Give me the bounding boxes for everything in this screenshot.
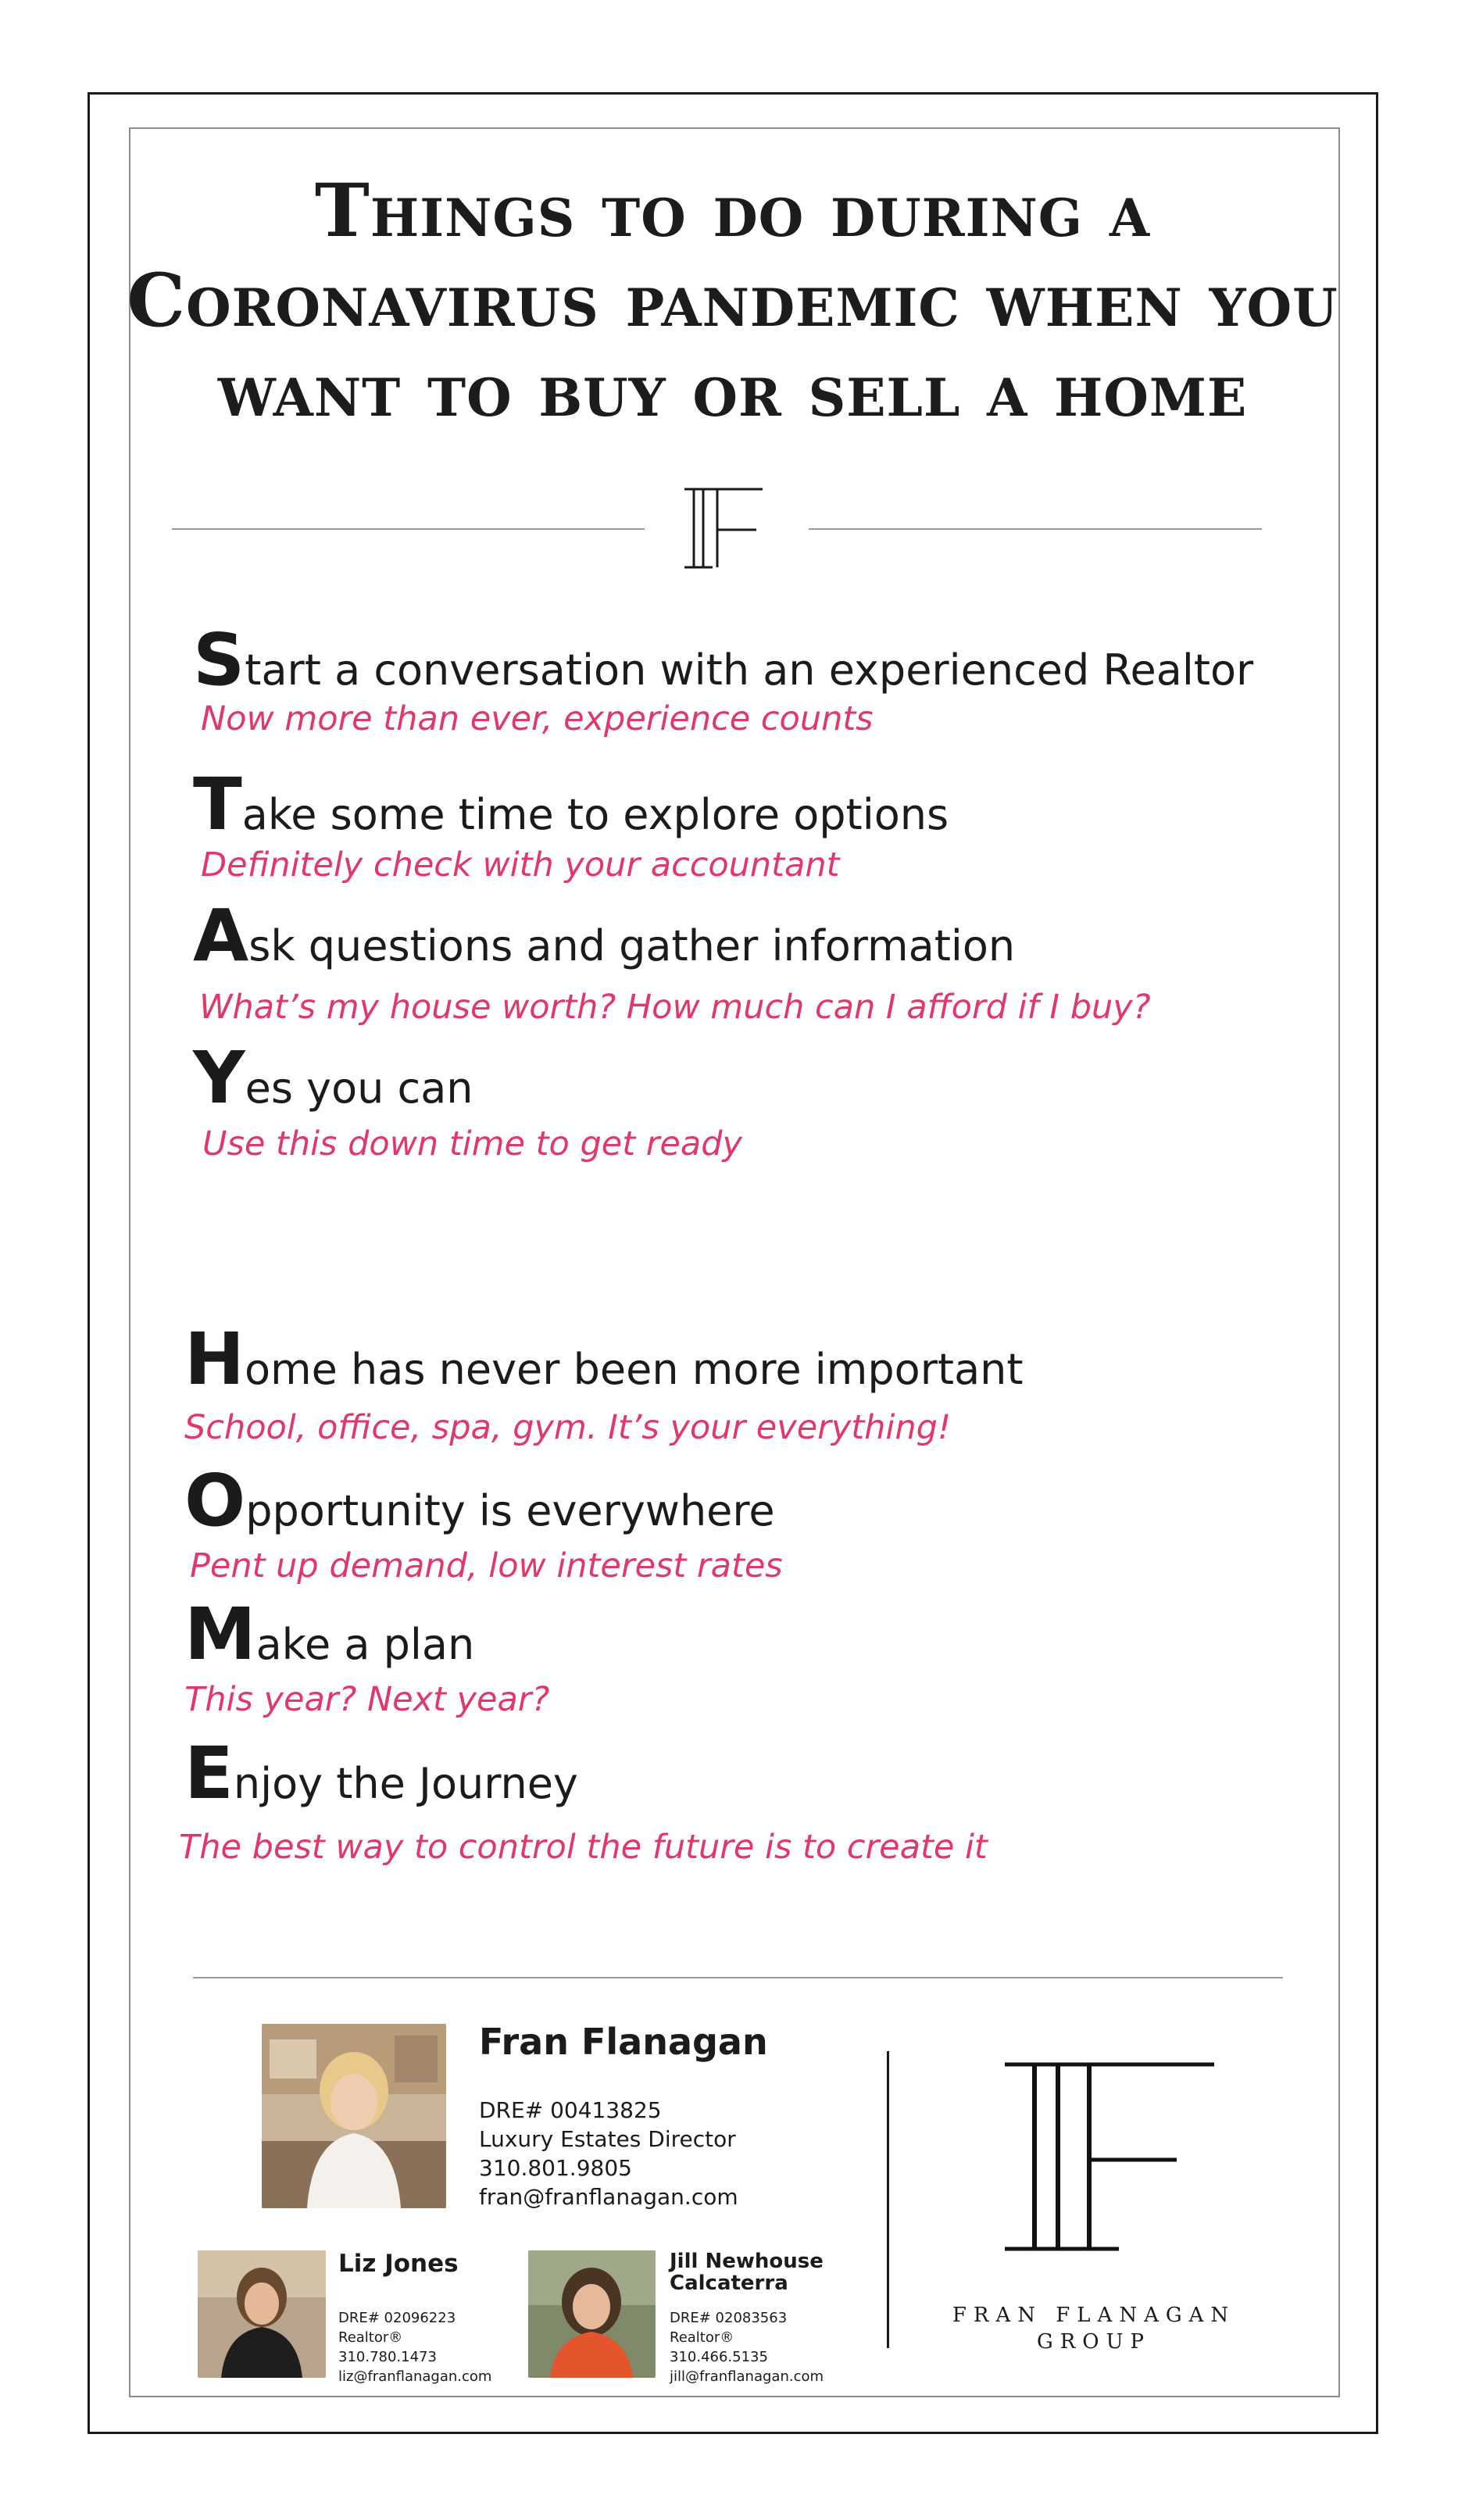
stay-heading-s: Start a conversation with an experienced Realtor xyxy=(193,618,1254,702)
title-line-1: Things to do during a xyxy=(314,168,1151,254)
stay-sub-s: Now more than ever, experience counts xyxy=(201,699,874,738)
home-sub-e: The best way to control the future is to create it xyxy=(179,1828,988,1867)
home-heading-o: Opportunity is everywhere xyxy=(184,1459,775,1542)
liz-email: liz@franflanagan.com xyxy=(338,2368,492,2385)
jill-phone: 310.466.5135 xyxy=(670,2349,768,2365)
fran-name: Fran Flanagan xyxy=(479,2021,768,2063)
liz-name: Liz Jones xyxy=(338,2250,459,2278)
home-sub-h: School, office, spa, gym. It’s your everything! xyxy=(184,1408,952,1447)
footer-vertical-divider xyxy=(887,2051,889,2348)
home-sub-o: Pent up demand, low interest rates xyxy=(190,1546,783,1585)
jill-dre: DRE# 02083563 xyxy=(670,2310,788,2326)
title-divider-left xyxy=(172,528,645,530)
title-line-2: Coronavirus pandemic when you xyxy=(127,258,1338,344)
stay-heading-t: Take some time to explore options xyxy=(193,763,949,846)
liz-dre: DRE# 02096223 xyxy=(338,2310,456,2326)
ff-monogram-large-icon xyxy=(1002,2055,1220,2258)
jill-role: Realtor® xyxy=(670,2329,734,2346)
title-line-3: want to buy or sell a home xyxy=(217,348,1248,434)
home-heading-e: Enjoy the Journey xyxy=(184,1732,578,1815)
footer-divider xyxy=(193,1977,1283,1978)
stay-heading-a: Ask questions and gather information xyxy=(193,894,1016,978)
jill-photo xyxy=(528,2250,656,2378)
home-heading-h: Home has never been more important xyxy=(184,1317,1024,1401)
ff-monogram-small-icon xyxy=(681,486,769,570)
liz-role: Realtor® xyxy=(338,2329,403,2346)
fran-phone: 310.801.9805 xyxy=(479,2155,632,2181)
title-divider-right xyxy=(809,528,1262,530)
fran-role: Luxury Estates Director xyxy=(479,2126,736,2152)
stay-sub-y: Use this down time to get ready xyxy=(202,1124,742,1163)
liz-phone: 310.780.1473 xyxy=(338,2349,437,2365)
stay-sub-t: Definitely check with your accountant xyxy=(201,845,840,885)
fran-photo xyxy=(262,2024,446,2208)
home-heading-m: Make a plan xyxy=(184,1592,475,1676)
brand-name-line-1: FRAN FLANAGAN xyxy=(952,2304,1236,2327)
brand-name-line-2: GROUP xyxy=(1036,2330,1152,2354)
stay-sub-a: What’s my house worth? How much can I afford if I buy? xyxy=(199,988,1151,1027)
fran-dre: DRE# 00413825 xyxy=(479,2097,662,2123)
fran-email: fran@franflanagan.com xyxy=(479,2184,738,2210)
jill-name: Jill Newhouse Calcaterra xyxy=(670,2250,824,2295)
home-sub-m: This year? Next year? xyxy=(184,1680,550,1719)
jill-email: jill@franflanagan.com xyxy=(670,2368,824,2385)
stay-heading-y: Yes you can xyxy=(193,1036,473,1120)
liz-photo xyxy=(198,2250,326,2378)
